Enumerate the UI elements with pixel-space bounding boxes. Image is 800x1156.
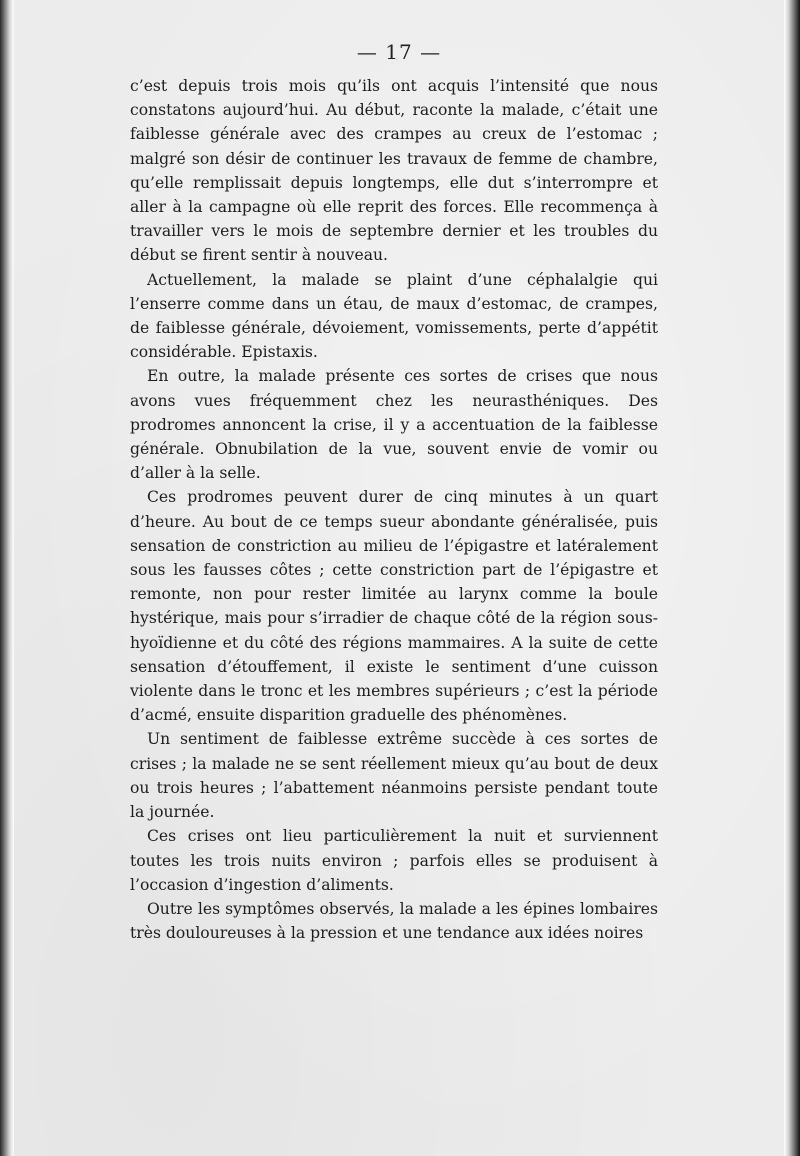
paragraph-4: Ces prodromes peuvent durer de cinq minutes à un quart d’heure. Au bout de ce temps sueur abondante généralisée, puis sensation de constriction au milieu de l’épigastre et latéralement sous les fausses côtes ; cette constriction part de l’épigastre et remonte, non pour rester limitée au larynx comme la boule hystérique, mais pour s’irradier de chaque côté de la région sous-hyoïdienne et du côté des régions mammaires. A la suite de cette sensation d’étouffement, il existe le sentiment d’une cuisson violente dans le tronc et les membres supérieurs ; c’est la période d’acmé, ensuite disparition graduelle des phénomènes. [130, 488, 658, 725]
paragraph-7: Outre les symptômes observés, la malade a les épines lombaires très douloureuses à la pression et une tendance aux idées noires [130, 899, 658, 943]
paragraph-1: c’est depuis trois mois qu’ils ont acquis l’intensité que nous constatons aujourd’hui. Au début, raconte la malade, c’était une faiblesse générale avec des crampes au creux de l’estomac ; malgré son désir de continuer les travaux de femme de chambre, qu’elle remplissait depuis longtemps, elle dut s’interrompre et aller à la campagne où elle reprit des forces. Elle recommença à travailler vers le mois de septembre dernier et les troubles du début se firent sentir à nouveau. [130, 77, 658, 265]
page-number: — 17 — [356, 40, 442, 64]
paragraph-3: En outre, la malade présente ces sortes de crises que nous avons vues fréquemment chez les neurasthéniques. Des prodromes annoncent la crise, il y a accentuation de la faiblesse générale. Obnubilation de la vue, souvent envie de vomir ou d’aller à la selle. [130, 367, 658, 483]
paragraph-5: Un sentiment de faiblesse extrême succède à ces sortes de crises ; la malade ne se sent réellement mieux qu’au bout de deux ou trois heures ; l’abattement néanmoins persiste pendant toute la journée. [130, 730, 658, 822]
paragraph-2: Actuellement, la malade se plaint d’une céphalalgie qui l’enserre comme dans un étau, de maux d’estomac, de crampes, de faiblesse générale, dévoiement, vomissements, perte d’appétit considérable. Epistaxis. [130, 270, 658, 362]
page-edge-right [784, 0, 800, 1156]
page-sheet [14, 0, 784, 1156]
paragraph-6: Ces crises ont lieu particulièrement la nuit et surviennent toutes les trois nuits environ ; parfois elles se produisent à l’occasion d’ingestion d’aliments. [130, 827, 658, 894]
body-text [130, 74, 658, 945]
page-edge-left [0, 0, 14, 1156]
